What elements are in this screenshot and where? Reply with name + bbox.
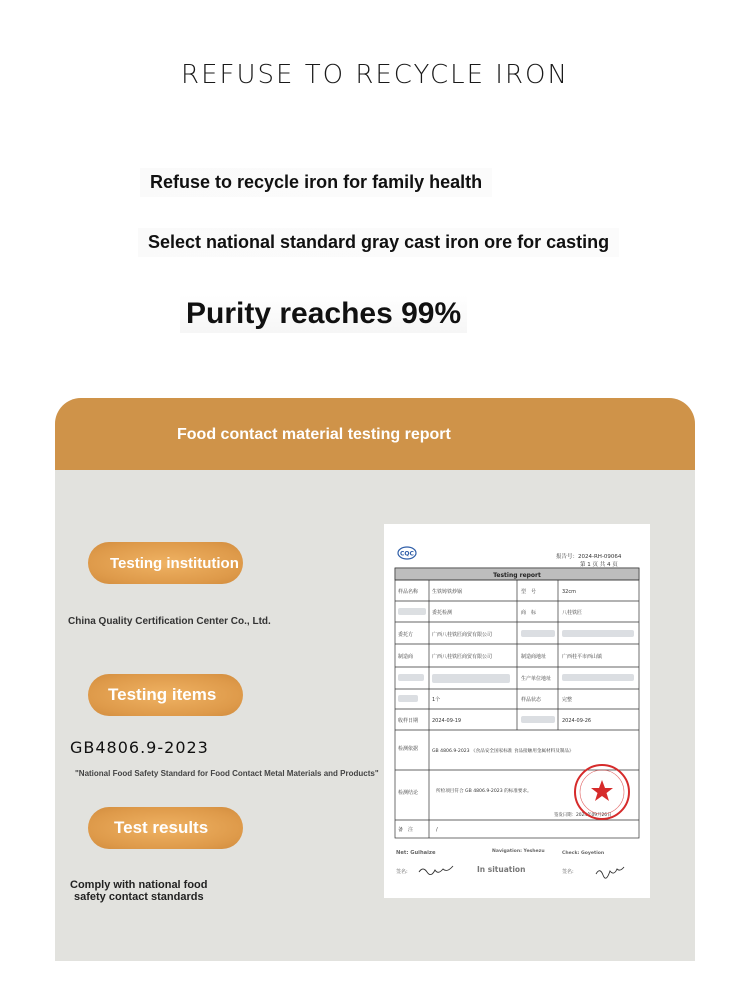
basis-label: 检测依据 <box>398 746 419 752</box>
in-situation-label: In situation <box>477 865 526 874</box>
cell: 生产单位地址 <box>521 676 552 682</box>
cqc-logo-text: CQC <box>400 550 414 558</box>
report-table-grid <box>395 568 639 838</box>
cell: 制造商 <box>398 654 414 660</box>
testing-institution-pill <box>88 542 243 584</box>
cell: 2024-09-26 <box>562 718 592 724</box>
basis-text: GB 4806.9-2023 《食品安全国家标准 食品接触用金属材料及制品》 <box>432 749 574 754</box>
sign-date: 签发日期：2024年09月26日 <box>554 813 612 818</box>
card-title: Food contact material testing report <box>177 426 451 443</box>
test-results-pill <box>88 807 243 849</box>
tagline-gray-cast-iron: Select national standard gray cast iron ore for casting <box>138 228 619 257</box>
page-title: REFUSE TO RECYCLE IRON <box>181 60 569 90</box>
standard-description: "National Food Safety Standard for Food Contact Metal Materials and Products" <box>75 769 379 778</box>
cqc-logo <box>398 547 416 559</box>
cell: 广西八桂铁匠商贸有限公司 <box>432 632 493 638</box>
tagline-family-health: Refuse to recycle iron for family health <box>140 168 492 197</box>
tagline-purity: Purity reaches 99% <box>180 295 467 333</box>
table-title: Testing report <box>493 572 541 579</box>
remark-value: / <box>436 827 438 833</box>
cell: 完整 <box>562 697 573 703</box>
result-line-1: Comply with national food <box>70 879 208 891</box>
seal-star-icon <box>591 780 613 801</box>
cell: 生铁铸铁炒锅 <box>432 589 463 595</box>
report-number: 报告号：2024-RH-09064 <box>556 554 622 560</box>
cell: 委托方 <box>398 632 414 638</box>
page-indicator: 第 1 页 共 4 页 <box>580 562 618 568</box>
reviewer-label: Navigation: Yeshezu <box>492 849 545 854</box>
conclusion-label: 检测结论 <box>398 790 419 796</box>
standard-code: GB4806.9-2023 <box>70 738 209 757</box>
approver-label: Net: Guihaize <box>396 850 436 856</box>
cell: 样品名称 <box>398 589 419 595</box>
cell: 八桂铁匠 <box>562 610 583 616</box>
cell: 1个 <box>432 697 441 703</box>
cell: 制造商地址 <box>521 654 547 660</box>
cell: 32cm <box>562 589 576 595</box>
testing-report-card <box>55 398 695 961</box>
cell: 样品状态 <box>521 697 542 703</box>
pill-label: Testing items <box>108 685 217 704</box>
cell: 商 标 <box>521 610 537 616</box>
test-report-document <box>384 524 650 898</box>
cell: 委托检测 <box>432 610 453 616</box>
cell: 广西八桂铁匠商贸有限公司 <box>432 654 493 660</box>
cell: 型 号 <box>521 589 537 595</box>
result-line-2: safety contact standards <box>74 891 204 903</box>
official-seal <box>575 765 629 819</box>
remark-label: 备 注 <box>398 827 414 833</box>
cell: 2024-09-19 <box>432 718 462 724</box>
sign-label: 签名: <box>562 869 574 875</box>
pill-label: Testing institution <box>110 554 239 572</box>
redacted-fields <box>398 608 634 723</box>
pill-label: Test results <box>114 818 209 837</box>
cell: 收样日期 <box>398 718 419 724</box>
testing-items-pill <box>88 674 243 716</box>
institution-name: China Quality Certification Center Co., Ltd. <box>68 616 271 627</box>
sign-label: 签名: <box>396 869 408 875</box>
cell: 广西桂平市西山镇 <box>562 654 603 660</box>
tester-label: Check: Goyetion <box>562 851 605 856</box>
conclusion-text: 所检项目符合 GB 4806.9-2023 的标准要求。 <box>436 789 532 794</box>
